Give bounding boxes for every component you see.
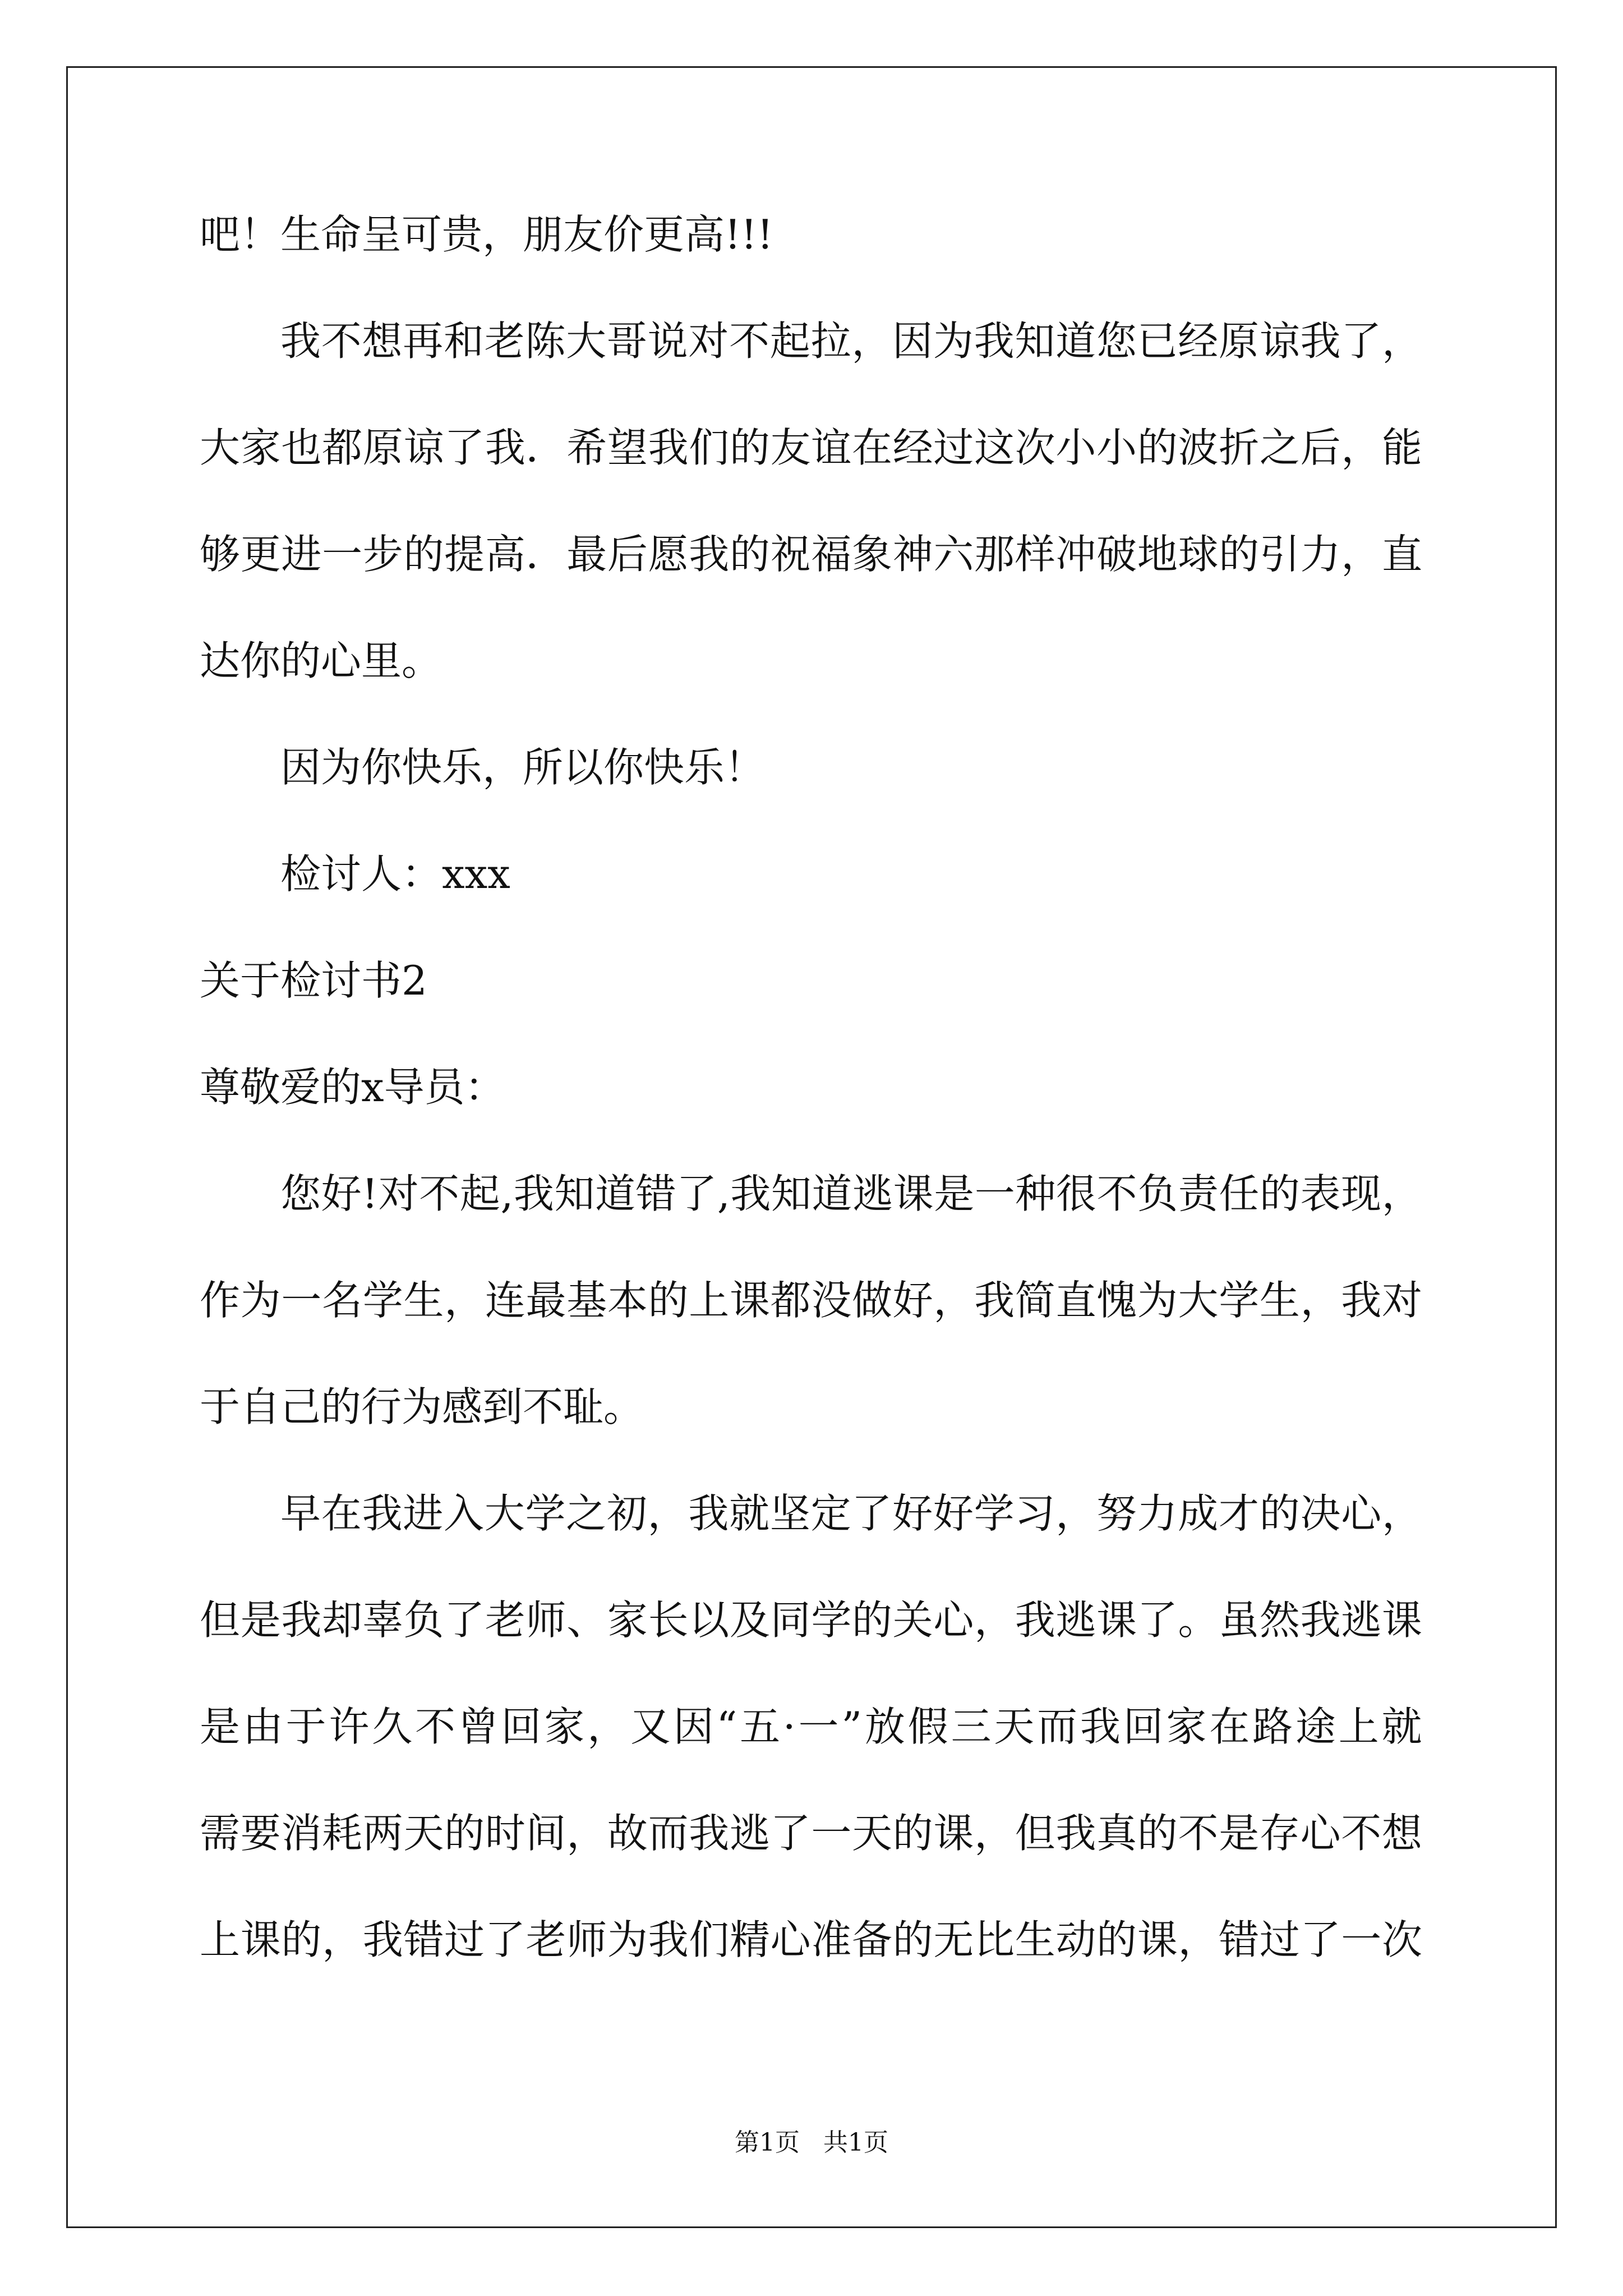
page-footer: 第1页 共1页: [735, 2128, 888, 2157]
text-line: 我不想再和老陈大哥说对不起拉，因为我知道您已经原谅我了，: [280, 318, 1423, 365]
page-border: [66, 66, 1557, 2228]
text-line: 于自己的行为感到不耻。: [200, 1383, 644, 1430]
text-line: 但是我却辜负了老师、家长以及同学的关心，我逃课了。虽然我逃课: [200, 1596, 1423, 1644]
text-line: 关于检讨书2: [200, 957, 427, 1004]
text-line: 是由于许久不曾回家，又因“五·一”放假三天而我回家在路途上就: [200, 1703, 1425, 1750]
text-line: 因为你快乐，所以你快乐！: [280, 744, 766, 791]
text-line: 上课的，我错过了老师为我们精心准备的无比生动的课，错过了一次: [200, 1916, 1423, 1963]
text-line: 您好!对不起,我知道错了,我知道逃课是一种很不负责任的表现，: [280, 1170, 1423, 1217]
text-line: 需要消耗两天的时间，故而我逃了一天的课，但我真的不是存心不想: [200, 1810, 1423, 1857]
text-line: 检讨人：xxx: [280, 850, 510, 898]
text-line: 尊敬爱的x导员：: [200, 1064, 505, 1111]
text-line: 够更进一步的提高．最后愿我的祝福象神六那样冲破地球的引力，直: [200, 531, 1423, 578]
text-line: 早在我进入大学之初，我就坚定了好好学习，努力成才的决心，: [280, 1490, 1423, 1537]
text-line: 大家也都原谅了我．希望我们的友谊在经过这次小小的波折之后，能: [200, 424, 1423, 471]
text-line: 吧！生命呈可贵，朋友价更高!!!: [200, 211, 773, 258]
text-line: 达你的心里。: [200, 637, 442, 684]
text-line: 作为一名学生，连最基本的上课都没做好，我简直愧为大学生，我对: [200, 1277, 1423, 1324]
